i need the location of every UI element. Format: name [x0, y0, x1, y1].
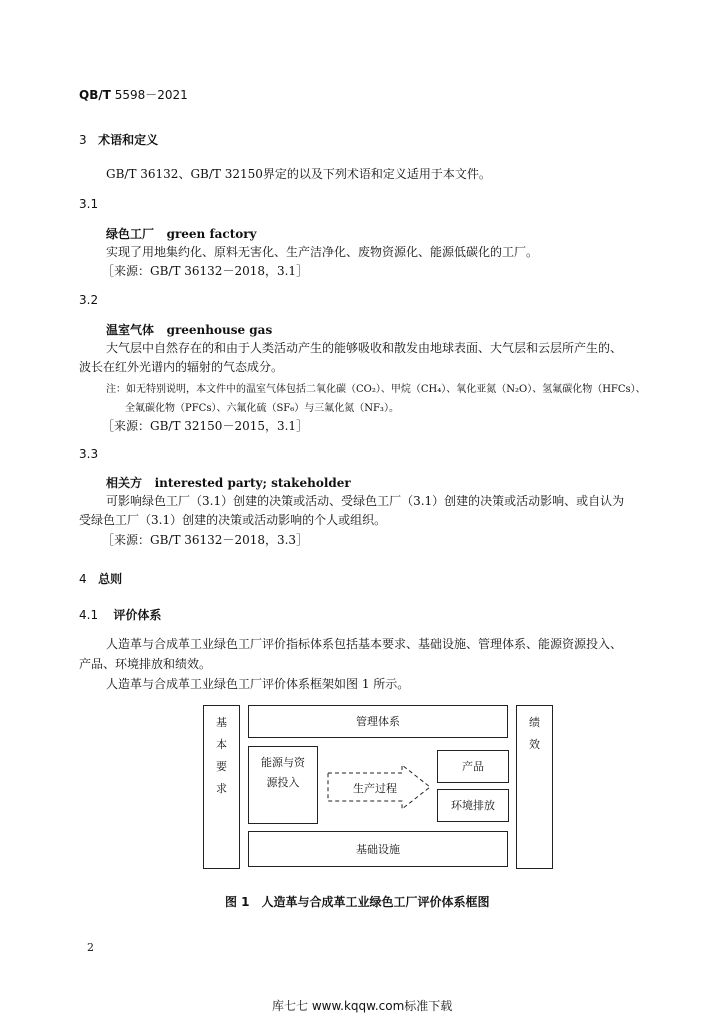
section-3-intro: GB/T 36132、GB/T 32150界定的以及下列术语和定义适用于本文件。	[106, 167, 491, 181]
section-number: 3	[79, 133, 87, 147]
box-energy-label-line1: 能源与资	[261, 756, 305, 769]
term-en: interested party; stakeholder	[154, 476, 351, 490]
section-number: 4	[79, 572, 87, 586]
term-3-1	[106, 225, 257, 242]
section-4-1-para2: 人造革与合成革工业绿色工厂评价体系框架如图 1 所示。	[106, 677, 410, 691]
standard-number	[79, 86, 188, 103]
term-3-1-definition: 实现了用地集约化、原料无害化、生产洁净化、废物资源化、能源低碳化的工厂。	[106, 245, 539, 259]
box-infrastructure	[248, 831, 508, 867]
term-cn: 绿色工厂	[106, 227, 155, 241]
label-char: 绩	[529, 716, 540, 729]
term-cn: 温室气体	[106, 323, 155, 337]
term-3-2-source: ［来源：GB/T 32150－2015，3.1］	[102, 419, 309, 433]
section-4-1-heading	[79, 606, 161, 623]
term-3-3-definition-line2: 受绿色工厂（3.1）创建的决策或活动影响的个人或组织。	[79, 513, 387, 527]
section-4-1-para1-line1: 人造革与合成革工业绿色工厂评价指标体系包括基本要求、基础设施、管理体系、能源资源投入、	[106, 637, 623, 651]
term-3-3-definition-line1: 可影响绿色工厂（3.1）创建的决策或活动、受绿色工厂（3.1）创建的决策或活动影响、或自认为	[106, 494, 625, 508]
watermark-footer: 库七七 www.kqqw.com标准下载	[272, 999, 453, 1013]
production-process-label: 生产过程	[353, 782, 397, 795]
box-energy-resource-input	[248, 746, 318, 824]
label-char: 本	[216, 738, 227, 751]
section-title: 总则	[98, 572, 123, 586]
term-number-3-1: 3.1	[79, 197, 99, 211]
term-en: green factory	[166, 227, 257, 241]
page-number: 2	[87, 941, 94, 954]
standard-code: QB/T	[79, 88, 111, 102]
term-number-3-3: 3.3	[79, 447, 99, 461]
term-3-3-source: ［来源：GB/T 36132－2018，3.3］	[102, 533, 309, 547]
term-3-3	[106, 474, 351, 491]
term-3-2	[106, 321, 272, 338]
label-char: 求	[216, 782, 227, 795]
box-emission-label: 环境排放	[451, 799, 495, 812]
box-management-system-label: 管理体系	[356, 715, 400, 728]
label-char: 要	[216, 760, 227, 773]
term-3-1-source: ［来源：GB/T 36132－2018，3.1］	[102, 264, 309, 278]
box-environmental-emission	[437, 789, 509, 822]
box-energy-label-line2: 源投入	[266, 776, 300, 789]
term-3-2-note-line2: 全氟碳化物（PFCs）、六氟化硫（SF₆）与三氟化氮（NF₃）。	[125, 403, 399, 414]
section-title: 评价体系	[113, 608, 162, 622]
standard-year: 5598－2021	[110, 88, 188, 102]
section-title: 术语和定义	[98, 133, 159, 147]
box-product	[437, 750, 509, 783]
term-number-3-2: 3.2	[79, 293, 99, 307]
box-basic-requirements-label	[204, 706, 239, 800]
box-management-system	[248, 705, 508, 738]
term-cn: 相关方	[106, 476, 143, 490]
term-3-2-definition-line2: 波长在红外光谱内的辐射的气态成分。	[79, 360, 284, 374]
box-basic-requirements	[203, 705, 240, 869]
label-char: 效	[529, 738, 540, 751]
box-product-label: 产品	[462, 760, 484, 773]
box-performance	[516, 705, 553, 869]
box-infrastructure-label: 基础设施	[356, 843, 400, 856]
term-en: greenhouse gas	[166, 323, 273, 337]
term-3-2-note-line1: 注：如无特别说明，本文件中的温室气体包括二氧化碳（CO₂）、甲烷（CH₄）、氧化亚氮（N₂O）、氢氟碳化物（HFCs）、	[106, 384, 646, 395]
box-performance-label	[517, 706, 552, 756]
section-4-heading	[79, 570, 122, 587]
label-char: 基	[216, 716, 227, 729]
term-3-2-definition-line1: 大气层中自然存在的和由于人类活动产生的能够吸收和散发由地球表面、大气层和云层所产生的、	[106, 341, 623, 355]
figure-1-caption: 图 1 人造革与合成革工业绿色工厂评价体系框图	[225, 895, 490, 909]
section-3-heading	[79, 131, 158, 148]
section-number: 4.1	[79, 608, 99, 622]
section-4-1-para1-line2: 产品、环境排放和绩效。	[79, 657, 212, 671]
